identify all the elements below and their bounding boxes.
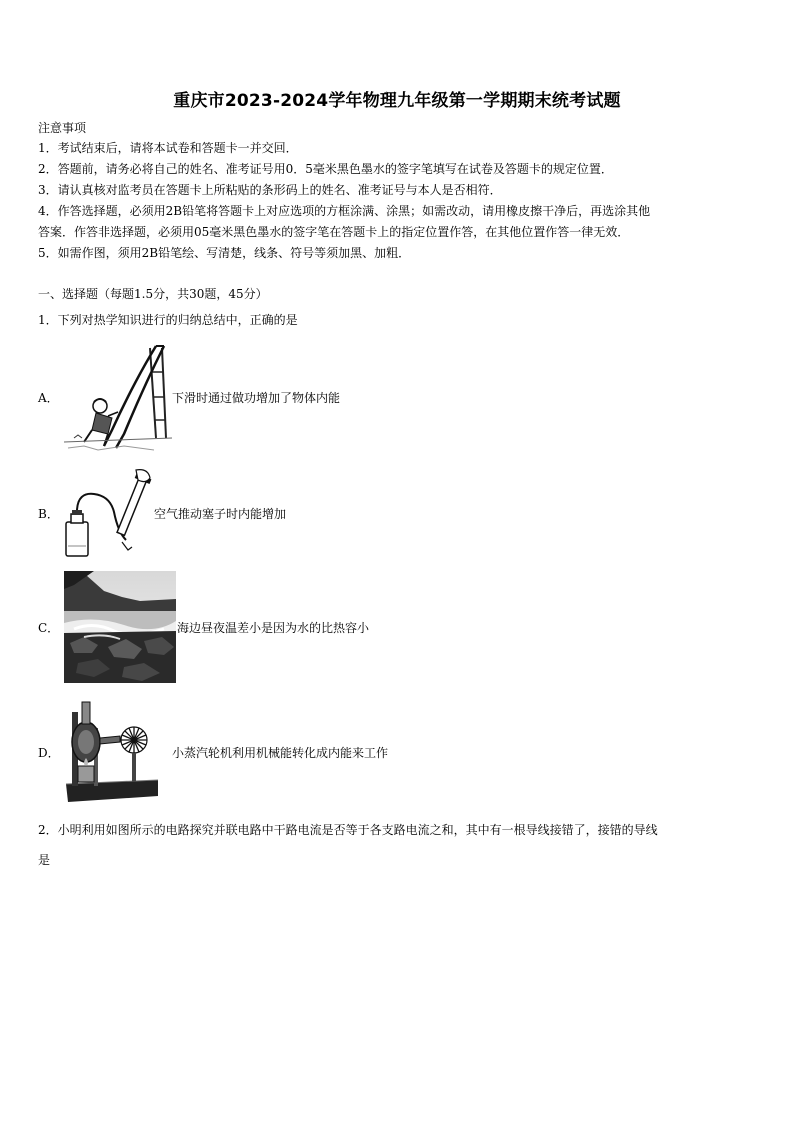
option-b-text: 空气推动塞子时内能增加: [154, 507, 287, 521]
option-a-letter: A．: [38, 391, 59, 405]
notice-item-3: 3．请认真核对监考员在答题卡上所粘贴的条形码上的姓名、准考证号与本人是否相符．: [38, 183, 502, 197]
bottle-pump-picture: [62, 466, 154, 560]
option-d-letter: D．: [38, 746, 60, 760]
seaside-photo: [64, 571, 176, 683]
question-2-line-1: 2．小明利用如图所示的电路探究并联电路中干路电流是否等于各支路电流之和，其中有一根导线接错了，接错的导线: [38, 823, 658, 837]
option-c-text: 海边昼夜温差小是因为水的比热容小: [177, 621, 370, 635]
section-heading: 一、选择题（每题1.5分，共30题，45分）: [38, 287, 268, 301]
notice-item-1: 1．考试结束后，请将本试卷和答题卡一并交回．: [38, 141, 298, 155]
question-1-stem: 1．下列对热学知识进行的归纳总结中，正确的是: [38, 313, 298, 327]
option-d-text: 小蒸汽轮机利用机械能转化成内能来工作: [172, 746, 389, 760]
notice-heading: 注意事项: [38, 121, 87, 135]
option-b-letter: B．: [38, 507, 59, 521]
option-c-letter: C．: [38, 621, 60, 635]
option-a-text: 下滑时通过做功增加了物体内能: [172, 391, 341, 405]
notice-item-5: 5．如需作图，须用2B铅笔绘、写清楚，线条、符号等须加黑、加粗．: [38, 246, 411, 260]
notice-item-2: 2．答题前，请务必将自己的姓名、准考证号用0．5毫米黑色墨水的签字笔填写在试卷及答题卡的规定位置．: [38, 162, 613, 176]
steam-turbine-photo: [64, 698, 160, 804]
notice-item-4: 4．作答选择题，必须用2B铅笔将答题卡上对应选项的方框涂满、涂黑；如需改动，请用橡皮擦干净后，再选涂其他: [38, 204, 651, 218]
notice-item-4-cont: 答案．作答非选择题，必须用05毫米黑色墨水的签字笔在答题卡上的指定位置作答，在其他位置作答一律无效．: [38, 225, 630, 239]
slide-picture: [64, 342, 172, 454]
exam-title: 重庆市2023-2024学年物理九年级第一学期期末统考试题: [173, 91, 621, 111]
question-2-line-2: 是: [38, 853, 51, 867]
